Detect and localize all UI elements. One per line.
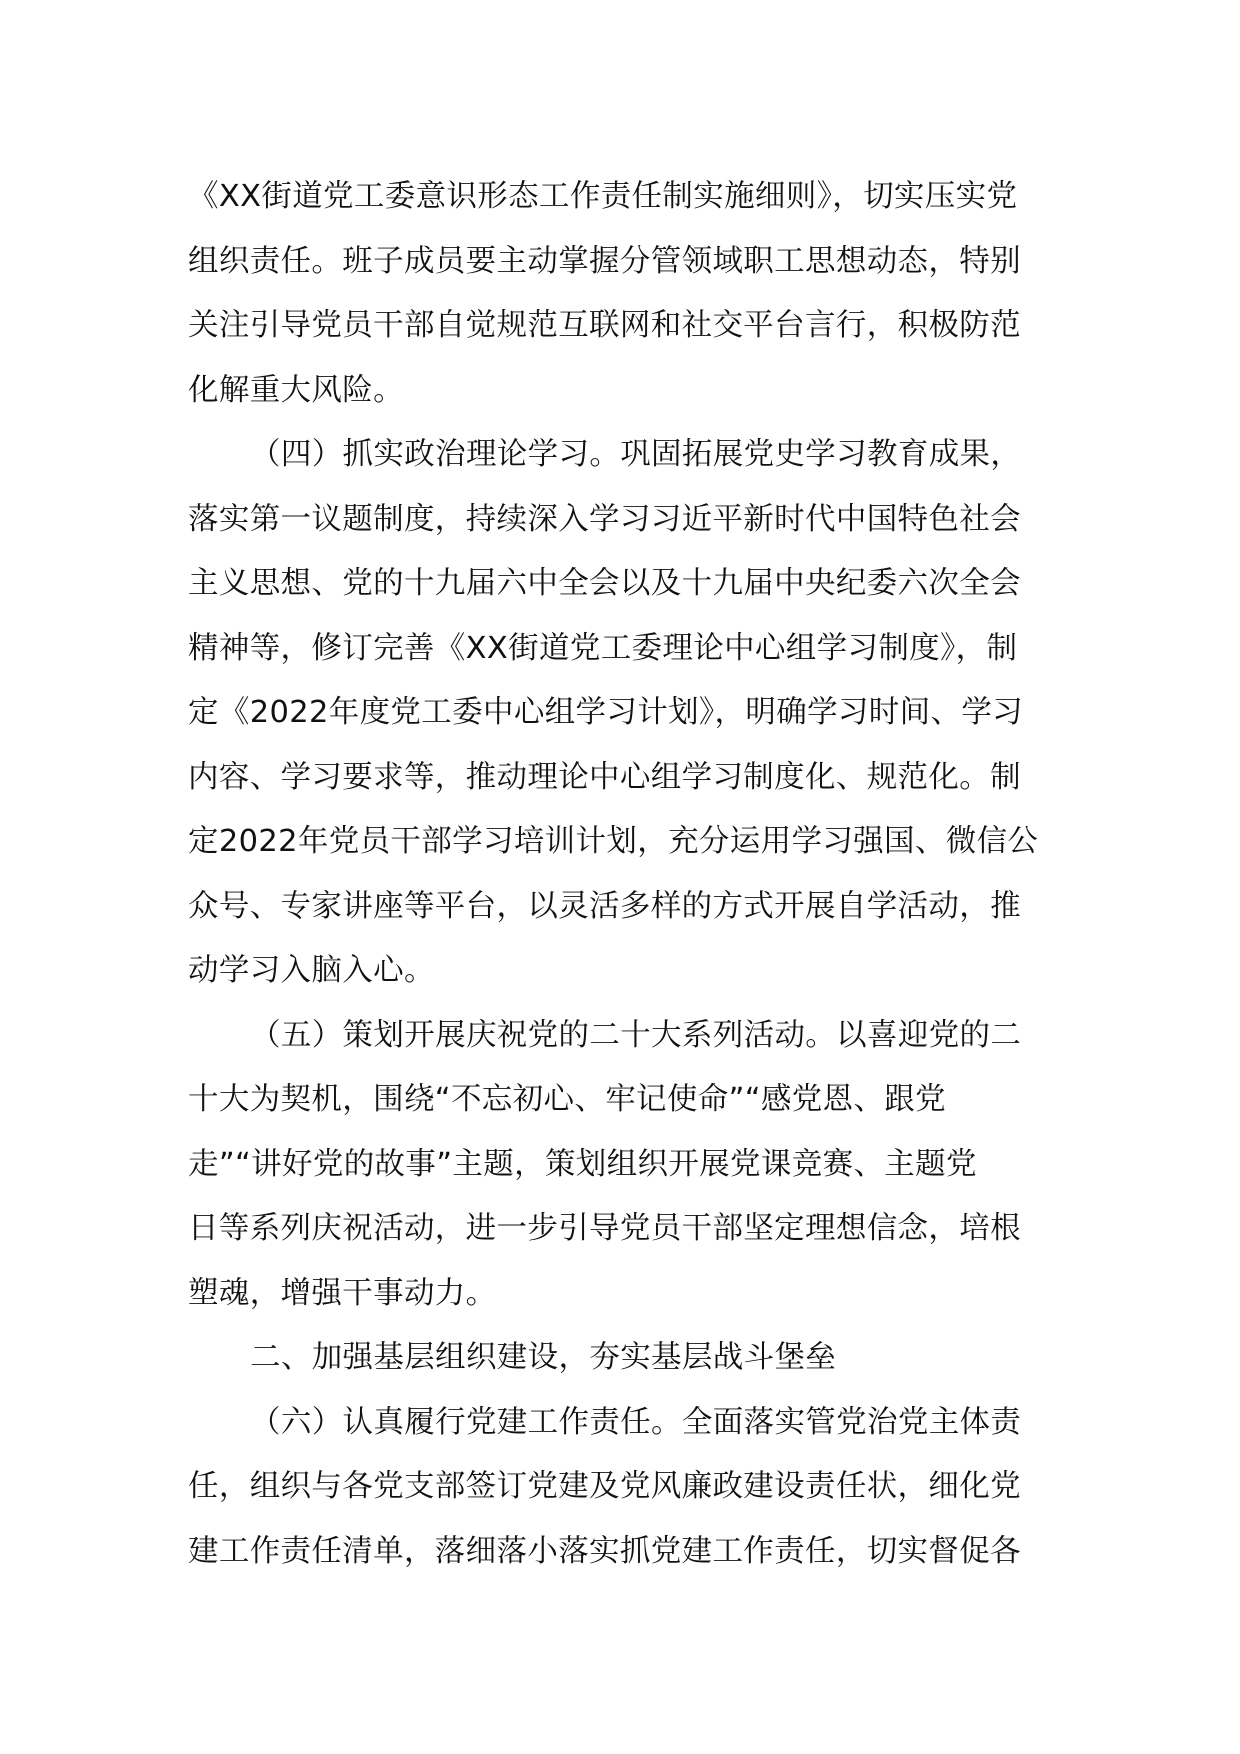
text-line: 动学习入脑入心。 bbox=[188, 953, 435, 988]
text-line: 塑魂，增强干事动力。 bbox=[188, 1275, 497, 1311]
text-line: 化解重大风险。 bbox=[188, 372, 404, 408]
text-line: 关注引导党员干部自觉规范互联网和社交平台言行，积极防范 bbox=[188, 308, 1021, 343]
text-line: 日等系列庆祝活动，进一步引导党员干部坚定理想信念，培根 bbox=[188, 1211, 1021, 1246]
part-2-heading: 二、加强基层组织建设，夯实基层战斗堡垒 bbox=[250, 1340, 837, 1375]
text-line: 主义思想、党的十九届六中全会以及十九届中央纪委六次全会 bbox=[188, 566, 1021, 601]
text-line: 精神等，修订完善《XX街道党工委理论中心组学习制度》，制 bbox=[188, 630, 1018, 666]
text-line: 组织责任。班子成员要主动掌握分管领域职工思想动态，特别 bbox=[188, 243, 1021, 279]
text-line: 任，组织与各党支部签订党建及党风廉政建设责任状，细化党 bbox=[188, 1469, 1021, 1504]
text-line: 走”“讲好党的故事”主题，策划组织开展党课竞赛、主题党 bbox=[188, 1146, 977, 1182]
section-6-heading-line: （六）认真履行党建工作责任。全面落实管党治党主体责 bbox=[250, 1404, 1022, 1440]
text-line: 众号、专家讲座等平台，以灵活多样的方式开展自学活动，推 bbox=[188, 888, 1021, 924]
text-line: 定《2022年度党工委中心组学习计划》，明确学习时间、学习 bbox=[188, 695, 1024, 730]
section-5-heading-line: （五）策划开展庆祝党的二十大系列活动。以喜迎党的二 bbox=[250, 1017, 1022, 1053]
text-line: 《XX街道党工委意识形态工作责任制实施细则》，切实压实党 bbox=[188, 179, 1018, 214]
text-line: 十大为契机，围绕“不忘初心、牢记使命”“感党恩、跟党 bbox=[188, 1082, 947, 1117]
section-4-heading-line: （四）抓实政治理论学习。巩固拓展党史学习教育成果， bbox=[250, 437, 1022, 472]
text-line: 建工作责任清单，落细落小落实抓党建工作责任，切实督促各 bbox=[188, 1533, 1021, 1569]
text-line: 内容、学习要求等，推动理论中心组学习制度化、规范化。制 bbox=[188, 759, 1021, 795]
text-line: 定2022年党员干部学习培训计划，充分运用学习强国、微信公 bbox=[188, 824, 1039, 859]
text-line: 落实第一议题制度，持续深入学习习近平新时代中国特色社会 bbox=[188, 501, 1021, 537]
document-body bbox=[188, 165, 1054, 1584]
